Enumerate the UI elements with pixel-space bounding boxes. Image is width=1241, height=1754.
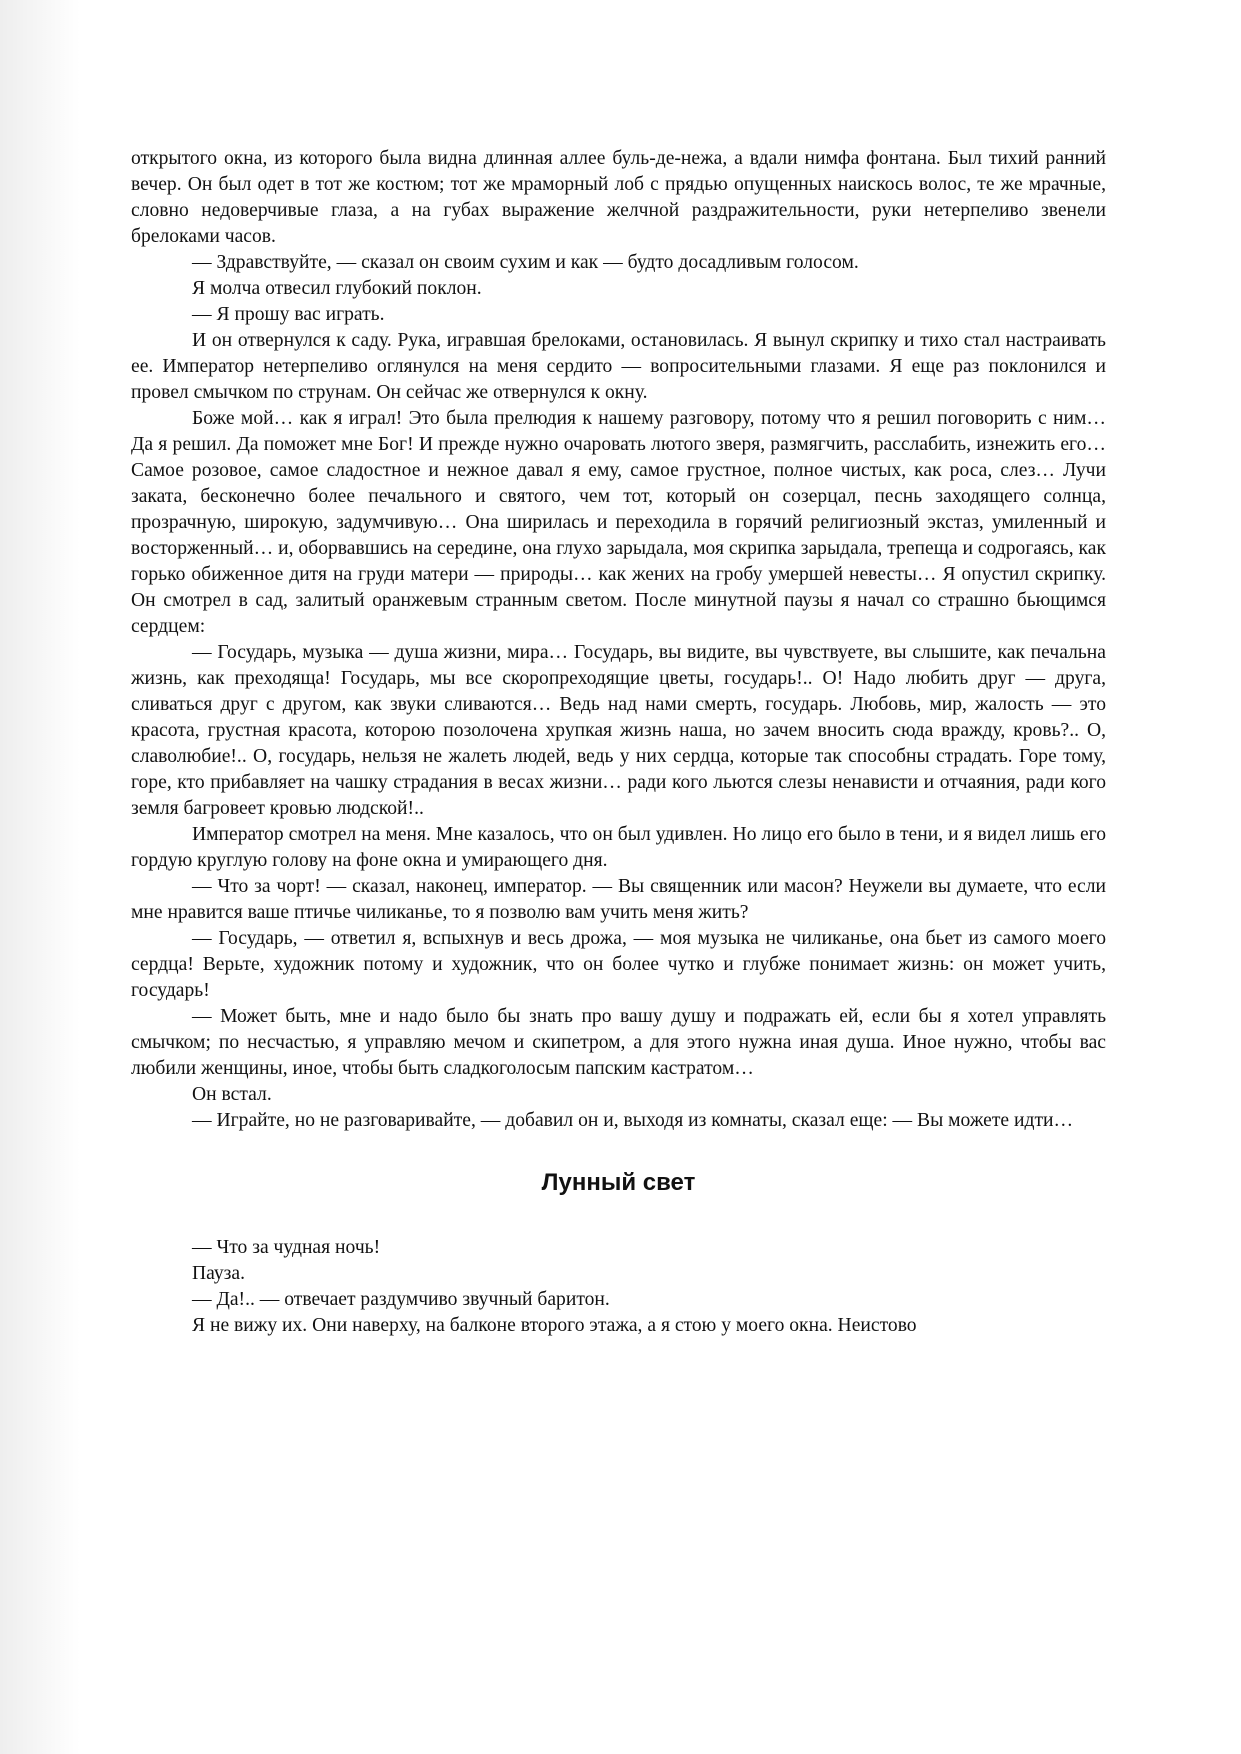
paragraph-12: Он встал. xyxy=(192,1084,272,1105)
paragraph-8: Император смотрел на меня. Мне казалось, что он был удивлен. Но лицо его было в тени, и я видел лишь его гордую круглую голову на фоне окна и умирающего дня. xyxy=(131,824,1106,871)
paragraph-15: Пауза. xyxy=(192,1263,245,1284)
paragraph-4: — Я прошу вас играть. xyxy=(192,304,385,325)
document-page xyxy=(131,146,1106,1339)
paragraph-16: — Да!.. — отвечает раздумчиво звучный баритон. xyxy=(192,1289,610,1310)
paragraph-11: — Может быть, мне и надо было бы знать про вашу душу и подражать ей, если бы я хотел управлять смычком; по несчастью, я управляю мечом и скипетром, а для этого нужна иная душа. Иное нужно, чтобы вас любили женщины, иное, чтобы быть сладкоголосым папским кастратом… xyxy=(131,1006,1106,1079)
paragraph-7: — Государь, музыка — душа жизни, мира… Государь, вы видите, вы чувствуете, вы слышите, как печальна жизнь, как преходяща! Государь, мы все скоропреходящие цветы, государь!.. О! Надо любить друг — друга, сливаться друг с другом, как звуки сливаются… Ведь над нами смерть, государь. Любовь, мир, жалость — это красота, грустная красота, которою позолочена хрупкая жизнь наша, но зачем вносить сюда вражду, кровь?.. О, славолюбие!.. О, государь, нельзя не жалеть людей, ведь у них сердца, которые так способны страдать. Горе тому, горе, кто прибавляет на чашку страдания в весах жизни… ради кого льются слезы ненависти и отчаяния, ради кого земля багровеет кровью людской!.. xyxy=(131,642,1106,819)
scan-shadow xyxy=(0,0,80,1754)
chapter-title: Лунный свет xyxy=(541,1169,696,1196)
paragraph-14: — Что за чудная ночь! xyxy=(192,1237,381,1258)
paragraph-13: — Играйте, но не разговаривайте, — добавил он и, выходя из комнаты, сказал еще: — Вы можете идти… xyxy=(192,1110,1074,1131)
paragraph-5: И он отвернулся к саду. Рука, игравшая брелоками, остановилась. Я вынул скрипку и тихо стал настраивать ее. Император нетерпеливо оглянулся на меня сердито — вопросительными глазами. Я еще раз поклонился и провел смычком по струнам. Он сейчас же отвернулся к окну. xyxy=(131,330,1106,403)
paragraph-1: открытого окна, из которого была видна длинная аллее буль-де-нежа, а вдали нимфа фонтана. Был тихий ранний вечер. Он был одет в тот же костюм; тот же мраморный лоб с прядью опущенных наискось волос, те же мрачные, словно недоверчивые глаза, а на губах выражение желчной раздражительности, руки нетерпеливо звенели брелоками часов. xyxy=(131,148,1106,247)
paragraph-10: — Государь, — ответил я, вспыхнув и весь дрожа, — моя музыка не чиликанье, она бьет из самого моего сердца! Верьте, художник потому и художник, что он более чутко и глубже понимает жизнь: он может учить, государь! xyxy=(131,928,1106,1001)
paragraph-9: — Что за чорт! — сказал, наконец, император. — Вы священник или масон? Неужели вы думаете, что если мне нравится ваше птичье чиликанье, то я позволю вам учить меня жить? xyxy=(131,876,1106,923)
paragraph-2: — Здравствуйте, — сказал он своим сухим и как — будто досадливым голосом. xyxy=(192,252,859,273)
paragraph-6: Боже мой… как я играл! Это была прелюдия к нашему разговору, потому что я решил поговорить с ним… Да я решил. Да поможет мне Бог! И прежде нужно очаровать лютого зверя, размягчить, расслабить, изнежить его… Самое розовое, самое сладостное и нежное давал я ему, самое грустное, полное чистых, как роса, слез… Лучи заката, бесконечно более печального и святого, чем тот, который он созерцал, песнь заходящего солнца, прозрачную, широкую, задумчивую… Она ширилась и переходила в горячий религиозный экстаз, умиленный и восторженный… и, оборвавшись на середине, она глухо зарыдала, моя скрипка зарыдала, трепеща и содрогаясь, как горько обиженное дитя на груди матери — природы… как жених на гробу умершей невесты… Я опустил скрипку. Он смотрел в сад, залитый оранжевым странным светом. После минутной паузы я начал со страшно бьющимся сердцем: xyxy=(131,408,1106,637)
paragraph-3: Я молча отвесил глубокий поклон. xyxy=(192,278,482,299)
paragraph-17: Я не вижу их. Они наверху, на балконе второго этажа, а я стою у моего окна. Неистово xyxy=(192,1315,917,1336)
